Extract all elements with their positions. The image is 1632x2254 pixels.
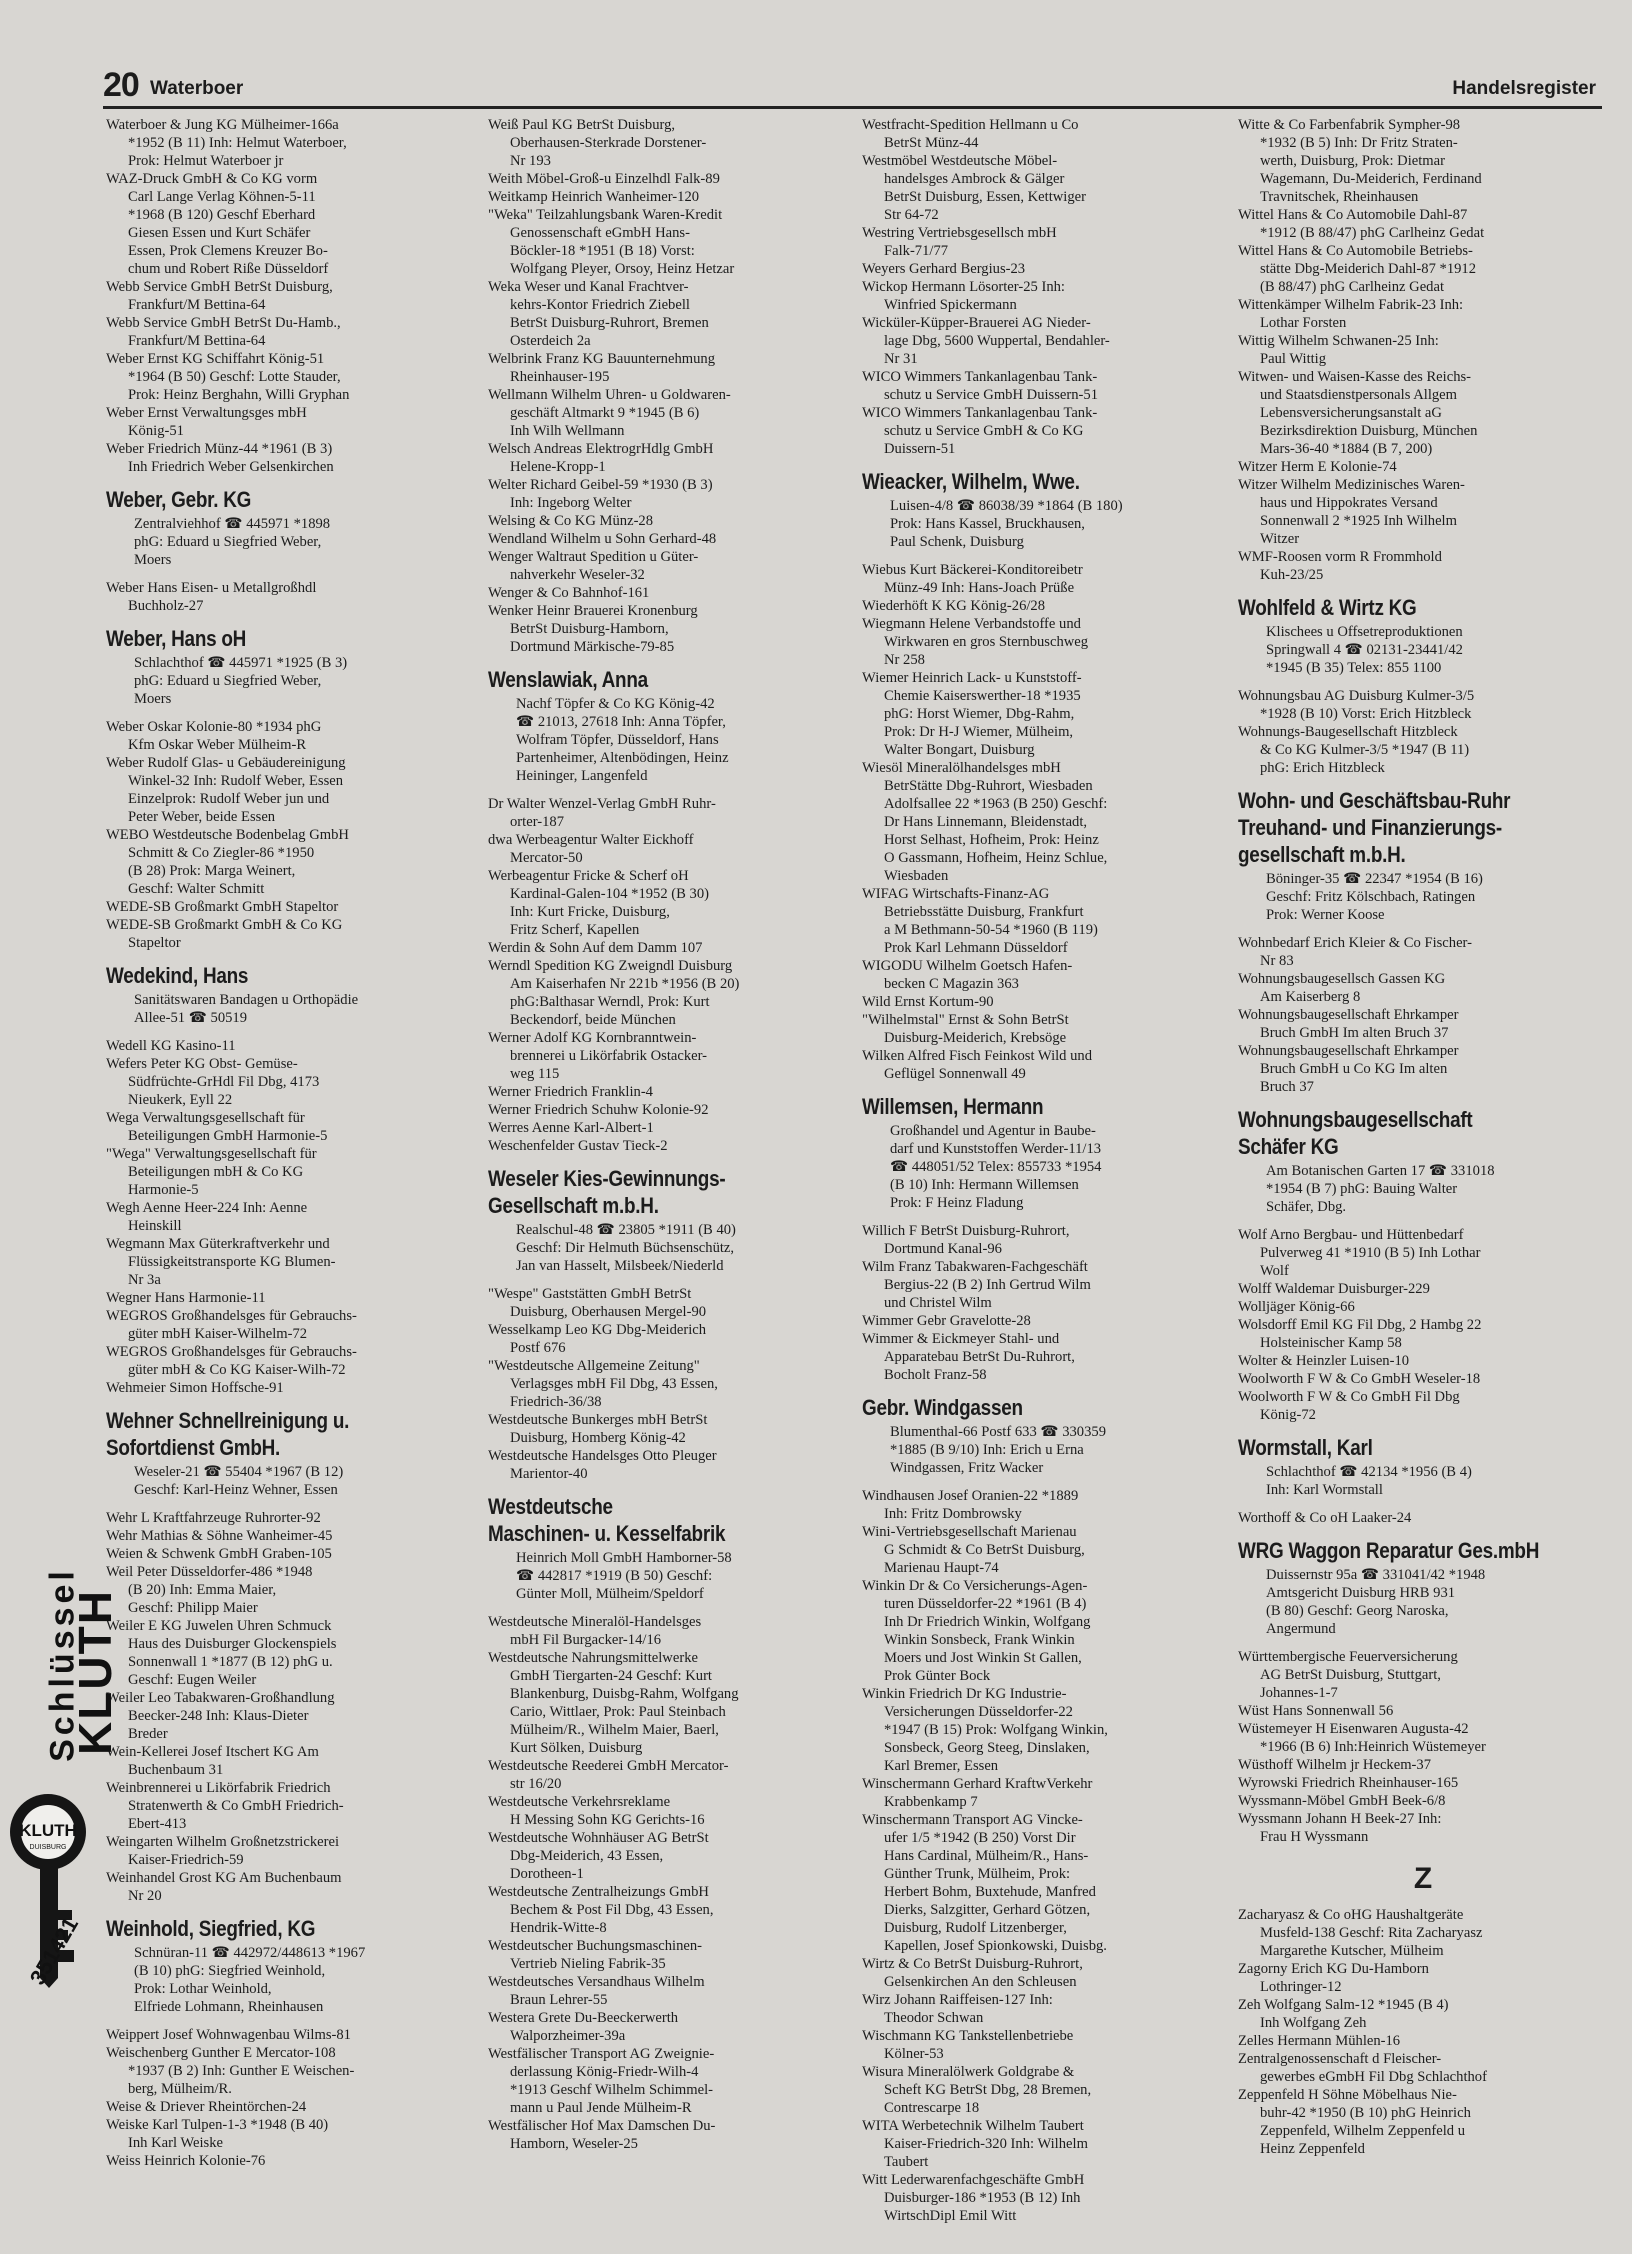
directory-entry: Wega Verwaltungsgesellschaft für Beteiligungen GmbH Harmonie-5 <box>106 1110 328 1144</box>
directory-entry: Zeppenfeld H Söhne Möbelhaus Nie- buhr-42 *1950 (B 10) phG Heinrich Zeppenfeld, Wilhelm Zeppenfeld u Heinz Zeppenfeld <box>1238 2087 1471 2157</box>
featured-entry-name: WRG Waggon Reparatur Ges.mbH <box>1238 1538 1540 1563</box>
directory-entry: Werbeagentur Fricke & Scherf oH Kardinal-Galen-104 *1952 (B 30) Inh: Kurt Fricke, Duisburg, Fritz Scherf, Kapellen <box>488 868 709 938</box>
directory-entry: "Wilhelmstal" Ernst & Sohn BetrSt Duisburg-Meiderich, Krebsöge <box>862 1012 1069 1046</box>
featured-entry-details: Am Botanischen Garten 17 ☎ 331018 *1954 (B 7) phG: Bauing Walter Schäfer, Dbg. <box>1266 1163 1495 1215</box>
directory-entry: Weiß Paul KG BetrSt Duisburg, Oberhausen-Sterkrade Dorstener- Nr 193 <box>488 117 707 169</box>
directory-entry: Werndl Spedition KG Zweigndl Duisburg Am Kaiserhafen Nr 221b *1956 (B 20) phG:Balthasar Werndl, Prok: Kurt Beckendorf, beide München <box>488 958 740 1028</box>
directory-entry: Welsing & Co KG Münz-28 <box>488 513 654 529</box>
featured-entry-name: Wohn- und Geschäftsbau-Ruhr Treuhand- und Finanzierungs- gesellschaft m.b.H. <box>1238 788 1511 867</box>
featured-entry-name: Weber, Gebr. KG <box>106 487 252 512</box>
directory-entry: Waterboer & Jung KG Mülheimer-166a *1952 (B 11) Inh: Helmut Waterboer, Prok: Helmut Waterboer jr <box>106 117 347 169</box>
directory-entry: Welbrink Franz KG Bauunternehmung Rheinhauser-195 <box>488 351 716 385</box>
directory-entry: Wedell KG Kasino-11 <box>106 1038 236 1054</box>
directory-entry: WEDE-SB Großmarkt GmbH & Co KG Stapeltor <box>106 917 343 951</box>
directory-entry: "Westdeutsche Allgemeine Zeitung" Verlagsges mbH Fil Dbg, 43 Essen, Friedrich-36/38 <box>488 1358 718 1410</box>
directory-entry: Winschermann Gerhard KraftwVerkehr Krabbenkamp 7 <box>862 1776 1093 1810</box>
directory-entry: Wenger Waltraut Spedition u Güter- nahverkehr Weseler-32 <box>488 549 699 583</box>
directory-entry: Wendland Wilhelm u Sohn Gerhard-48 <box>488 531 717 547</box>
directory-entry: Weitkamp Heinrich Wanheimer-120 <box>488 189 700 205</box>
directory-entry: Worthoff & Co oH Laaker-24 <box>1238 1510 1412 1526</box>
directory-entry: Welsch Andreas ElektrogrHdlg GmbH Helene-Kropp-1 <box>488 441 714 475</box>
directory-entry: Wüstemeyer H Eisenwaren Augusta-42 *1966 (B 6) Inh:Heinrich Wüstemeyer <box>1238 1721 1486 1755</box>
directory-entry: Weiler Leo Tabakwaren-Großhandlung Beecker-248 Inh: Klaus-Dieter Breder <box>106 1690 335 1742</box>
featured-entry <box>1238 594 1608 677</box>
directory-entry: Westfälischer Hof Max Damschen Du- Hamborn, Weseler-25 <box>488 2118 716 2152</box>
directory-entry: Werdin & Sohn Auf dem Damm 107 <box>488 940 703 956</box>
featured-entry-details: Heinrich Moll GmbH Hamborner-58 ☎ 442817 *1919 (B 50) Geschf: Günter Moll, Mülheim/Speldorf <box>516 1550 732 1602</box>
directory-entry: Webb Service GmbH BetrSt Du-Hamb., Frankfurt/M Bettina-64 <box>106 315 341 349</box>
featured-entry-details: Sanitätswaren Bandagen u Orthopädie Allee-51 ☎ 50519 <box>134 992 359 1026</box>
featured-entry-name: Westdeutsche Maschinen- u. Kesselfabrik <box>488 1494 726 1546</box>
directory-entry: "Wega" Verwaltungsgesellschaft für Beteiligungen mbH & Co KG Harmonie-5 <box>106 1146 317 1198</box>
directory-entry: Wohnungsbaugesellsch Gassen KG Am Kaiserberg 8 <box>1238 971 1446 1005</box>
directory-entry: Werner Friedrich Schuhw Kolonie-92 <box>488 1102 709 1118</box>
featured-entry-details: Schnüran-11 ☎ 442972/448613 *1967 (B 10) phG: Siegfried Weinhold, Prok: Lothar Weinhold, Elfriede Lohmann, Rheinhausen <box>134 1945 366 2015</box>
featured-entry-name: Weinhold, Siegfried, KG <box>106 1916 316 1941</box>
directory-entry: Wilm Franz Tabakwaren-Fachgeschäft Bergius-22 (B 2) Inh Gertrud Wilm und Christel Wilm <box>862 1259 1091 1311</box>
directory-entry: Wegh Aenne Heer-224 Inh: Aenne Heinskill <box>106 1200 308 1234</box>
directory-entry: Wittenkämper Wilhelm Fabrik-23 Inh: Lothar Forsten <box>1238 297 1464 331</box>
directory-entry: Witzer Wilhelm Medizinisches Waren- haus und Hippokrates Versand Sonnenwall 2 *1925 Inh Wilhelm Witzer <box>1238 477 1465 547</box>
featured-entry <box>862 468 1237 551</box>
featured-entry-name: Weseler Kies-Gewinnungs- Gesellschaft m.b.H. <box>488 1166 726 1218</box>
running-head-section: Handelsregister <box>1452 78 1596 99</box>
directory-entry: WIGODU Wilhelm Goetsch Hafen- becken C Magazin 363 <box>862 958 1073 992</box>
featured-entry-details: Böninger-35 ☎ 22347 *1954 (B 16) Geschf: Fritz Kölschbach, Ratingen Prok: Werner Koose <box>1266 871 1483 923</box>
featured-entry-details: Schlachthof ☎ 42134 *1956 (B 4) Inh: Karl Wormstall <box>1266 1464 1472 1498</box>
featured-entry-details: Weseler-21 ☎ 55404 *1967 (B 12) Geschf: Karl-Heinz Wehner, Essen <box>134 1464 344 1498</box>
directory-entry: Wehmeier Simon Hoffsche-91 <box>106 1380 284 1396</box>
directory-entry: Windhausen Josef Oranien-22 *1889 Inh: Fritz Dombrowsky <box>862 1488 1079 1522</box>
directory-entry: Weiler E KG Juwelen Uhren Schmuck Haus des Duisburger Glockenspiels Sonnenwall 1 *1877 (B 12) phG u. Geschf: Eugen Weiler <box>106 1618 337 1688</box>
featured-entry-name: Wedekind, Hans <box>106 963 249 988</box>
featured-entry <box>862 1093 1237 1212</box>
featured-entry <box>1238 1106 1608 1216</box>
directory-entry: Wüst Hans Sonnenwall 56 <box>1238 1703 1394 1719</box>
directory-entry: WEBO Westdeutsche Bodenbelag GmbH Schmitt & Co Ziegler-86 *1950 (B 28) Prok: Marga Weinert, Geschf: Walter Schmitt <box>106 827 349 897</box>
directory-entry: WEGROS Großhandelsges für Gebrauchs- güter mbH & Co KG Kaiser-Wilh-72 <box>106 1344 357 1378</box>
directory-entry: Zagorny Erich KG Du-Hamborn Lothringer-12 <box>1238 1961 1429 1995</box>
directory-entry: Witte & Co Farbenfabrik Sympher-98 *1932 (B 5) Inh: Dr Fritz Straten- werth, Duisburg, Prok: Dietmar Wagemann, Du-Meiderich, Ferdinand Travnitschek, Rheinhausen <box>1238 117 1482 205</box>
directory-entry: WEDE-SB Großmarkt GmbH Stapeltor <box>106 899 339 915</box>
directory-entry: Wesselkamp Leo KG Dbg-Meiderich Postf 676 <box>488 1322 707 1356</box>
featured-entry <box>1238 1537 1608 1638</box>
directory-entry: Westdeutsche Verkehrsreklame H Messing Sohn KG Gerichts-16 <box>488 1794 705 1828</box>
featured-entry-details: Großhandel und Agentur in Baube- darf und Kunststoffen Werder-11/13 ☎ 448051/52 Telex: 855733 *1954 (B 10) Inh: Hermann Willemsen Prok: F Heinz Fladung <box>890 1123 1102 1211</box>
directory-entry: Wirtz & Co BetrSt Duisburg-Ruhrort, Gelsenkirchen An den Schleusen <box>862 1956 1083 1990</box>
directory-entry: Westfracht-Spedition Hellmann u Co BetrSt Münz-44 <box>862 117 1079 151</box>
directory-entry: Winschermann Transport AG Vincke- ufer 1/5 *1942 (B 250) Vorst Dir Hans Cardinal, Mülheim/R., Hans- Günther Trunk, Mülheim, Prok: Herbert Bohm, Buxtehude, Manfred Dierks, Salzgitter, Gerhard Götzen, Duisburg, Rudolf Litzenberger, Kapellen, Josef Spionkowski, Duisbg. <box>862 1812 1107 1954</box>
directory-entry: Westdeutsche Wohnhäuser AG BetrSt Dbg-Meiderich, 43 Essen, Dorotheen-1 <box>488 1830 709 1882</box>
directory-entry: Wicküler-Küpper-Brauerei AG Nieder- lage Dbg, 5600 Wuppertal, Bendahler- Nr 31 <box>862 315 1110 367</box>
directory-entry: Weith Möbel-Groß-u Einzelhdl Falk-89 <box>488 171 720 187</box>
directory-entry: Wolljäger König-66 <box>1238 1299 1355 1315</box>
directory-entry: Dr Walter Wenzel-Verlag GmbH Ruhr- orter-187 <box>488 796 716 830</box>
featured-entry-details: Klischees u Offsetreproduktionen Springwall 4 ☎ 02131-23441/42 *1945 (B 35) Telex: 855 1100 <box>1266 624 1463 676</box>
featured-entry <box>1238 787 1608 924</box>
directory-entry: Woolworth F W & Co GmbH Weseler-18 <box>1238 1371 1481 1387</box>
featured-entry-details: Schlachthof ☎ 445971 *1925 (B 3) phG: Eduard u Siegfried Weber, Moers <box>134 655 348 707</box>
featured-entry-details: Blumenthal-66 Postf 633 ☎ 330359 *1885 (B 9/10) Inh: Erich u Erna Windgassen, Fritz Wacker <box>890 1424 1106 1476</box>
directory-entry: Wittig Wilhelm Schwanen-25 Inh: Paul Wittig <box>1238 333 1439 367</box>
directory-entry: Weschenfelder Gustav Tieck-2 <box>488 1138 668 1154</box>
directory-entry: Weiss Heinrich Kolonie-76 <box>106 2153 266 2169</box>
directory-entry: Weyers Gerhard Bergius-23 <box>862 261 1026 277</box>
directory-entry: Weiske Karl Tulpen-1-3 *1948 (B 40) Inh Karl Weiske <box>106 2117 329 2151</box>
advert-text-block <box>10 1550 121 1800</box>
directory-entry: Wenker Heinr Brauerei Kronenburg BetrSt Duisburg-Hamborn, Dortmund Märkische-79-85 <box>488 603 698 655</box>
directory-entry: Wickop Hermann Lösorter-25 Inh: Winfried Spickermann <box>862 279 1065 313</box>
directory-entry: Wittel Hans & Co Automobile Betriebs- stätte Dbg-Meiderich Dahl-87 *1912 (B 88/47) phG Carlheinz Gedat <box>1238 243 1477 295</box>
directory-entry: Westdeutscher Buchungsmaschinen- Vertrieb Nieling Fabrik-35 <box>488 1938 703 1972</box>
featured-entry-name: Wenslawiak, Anna <box>488 667 648 692</box>
directory-entry: Wiederhöft K KG König-26/28 <box>862 598 1046 614</box>
directory-entry: WAZ-Druck GmbH & Co KG vorm Carl Lange Verlag Köhnen-5-11 *1968 (B 120) Geschf Eberhard Giesen Essen und Kurt Schäfer Essen, Prok Clemens Kreuzer Bo- chum und Robert Riße Düsseldorf <box>106 171 329 277</box>
advert-line-kluth: KLUTH <box>69 1589 121 1755</box>
featured-entry <box>106 1407 464 1499</box>
featured-entry-details: Zentralviehhof ☎ 445971 *1898 phG: Eduard u Siegfried Weber, Moers <box>134 516 331 568</box>
directory-entry: Wiesöl Mineralölhandelsges mbH BetrStätte Dbg-Ruhrort, Wiesbaden Adolfsallee 22 *1963 (B 250) Geschf: Dr Hans Linnemann, Bleidenstadt, Horst Selhast, Hofheim, Prok: Heinz O Gassmann, Hofheim, Heinz Schlue, Wiesbaden <box>862 760 1108 884</box>
directory-entry: Westera Grete Du-Beeckerwerth Walporzheimer-39a <box>488 2010 679 2044</box>
directory-entry: Wiegmann Helene Verbandstoffe und Wirkwaren en gros Sternbuschweg Nr 258 <box>862 616 1089 668</box>
directory-entry: Wüsthoff Wilhelm jr Heckem-37 <box>1238 1757 1432 1773</box>
directory-entry: Welter Richard Geibel-59 *1930 (B 3) Inh: Ingeborg Welter <box>488 477 713 511</box>
section-letter: Z <box>1413 1862 1433 1895</box>
directory-entry: Wehr L Kraftfahrzeuge Ruhrorter-92 <box>106 1510 321 1526</box>
key-logo-text: KLUTH <box>19 1821 77 1840</box>
column-3 <box>862 116 1237 2225</box>
directory-entry: Witzer Herm E Kolonie-74 <box>1238 459 1397 475</box>
directory-entry: "Weka" Teilzahlungsbank Waren-Kredit Genossenschaft eGmbH Hans- Böckler-18 *1951 (B 18) Vorst: Wolfgang Pleyer, Orsoy, Heinz Hetzar <box>488 207 735 277</box>
directory-entry: Weischenberg Gunther E Mercator-108 *1937 (B 2) Inh: Gunther E Weischen- berg, Mülheim/R. <box>106 2045 355 2097</box>
header-rule <box>103 106 1602 109</box>
directory-entry: Werner Friedrich Franklin-4 <box>488 1084 653 1100</box>
directory-entry: Westdeutsche Nahrungsmittelwerke GmbH Tiergarten-24 Geschf: Kurt Blankenburg, Duisbg-Rahm, Wolfgang Cario, Wittlaer, Prok: Paul Steinbach Mülheim/R., Wilhelm Maier, Baerl, Kurt Sölken, Duisburg <box>488 1650 739 1756</box>
directory-entry: Wimmer Gebr Gravelotte-28 <box>862 1313 1031 1329</box>
directory-entry: WEGROS Großhandelsges für Gebrauchs- güter mbH Kaiser-Wilhelm-72 <box>106 1308 357 1342</box>
directory-entry: Weinbrennerei u Likörfabrik Friedrich Stratenwerth & Co GmbH Friedrich- Ebert-413 <box>106 1780 344 1832</box>
directory-entry: Wolff Waldemar Duisburger-229 <box>1238 1281 1430 1297</box>
directory-entry: Wegmann Max Güterkraftverkehr und Flüssigkeitstransporte KG Blumen- Nr 3a <box>106 1236 336 1288</box>
directory-entry: Zentralgenossenschaft d Fleischer- gewerbes eGmbH Fil Dbg Schlachthof <box>1238 2051 1487 2085</box>
directory-entry: Witt Lederwarenfachgeschäfte GmbH Duisburger-186 *1953 (B 12) Inh WirtschDipl Emil Witt <box>862 2172 1085 2224</box>
featured-entry <box>862 1394 1237 1477</box>
directory-entry: Wohnungsbaugesellschaft Ehrkamper Bruch GmbH u Co KG Im alten Bruch 37 <box>1238 1043 1459 1095</box>
directory-entry: Westmöbel Westdeutsche Möbel- handelsges Ambrock & Gälger BetrSt Duisburg, Essen, Kettwiger Str 64-72 <box>862 153 1086 223</box>
directory-entry: Witwen- und Waisen-Kasse des Reichs- und Staatsdienstpersonals Allgem Lebensversicherungsanstalt aG Bezirksdirektion Duisburg, München Mars-36-40 *1884 (B 7, 200) <box>1238 369 1478 457</box>
directory-entry: Weise & Driever Rheintörchen-24 <box>106 2099 307 2115</box>
directory-entry: Willich F BetrSt Duisburg-Ruhrort, Dortmund Kanal-96 <box>862 1223 1070 1257</box>
directory-entry: Woolworth F W & Co GmbH Fil Dbg König-72 <box>1238 1389 1460 1423</box>
featured-entry <box>488 666 858 785</box>
featured-entry <box>106 962 464 1027</box>
directory-entry: Wittel Hans & Co Automobile Dahl-87 *1912 (B 88/47) phG Carlheinz Gedat <box>1238 207 1485 241</box>
featured-entry-details: Duissernstr 95a ☎ 331041/42 *1948 Amtsgericht Duisburg HRB 931 (B 80) Geschf: Georg Naroska, Angermund <box>1266 1567 1486 1637</box>
featured-entry <box>1238 1434 1608 1499</box>
directory-entry: Wyssmann-Möbel GmbH Beek-6/8 <box>1238 1793 1446 1809</box>
featured-entry-name: Wieacker, Wilhelm, Wwe. <box>862 469 1080 494</box>
directory-entry: Weber Oskar Kolonie-80 *1934 phG Kfm Oskar Weber Mülheim-R <box>106 719 322 753</box>
column-2 <box>488 116 858 2153</box>
featured-entry <box>106 625 464 708</box>
directory-entry: Weka Weser und Kanal Frachtver- kehrs-Kontor Friedrich Ziebell BetrSt Duisburg-Ruhrort, Bremen Osterdeich 2a <box>488 279 709 349</box>
directory-entry: Winkin Friedrich Dr KG Industrie- Versicherungen Düsseldorfer-22 *1947 (B 15) Prok: Wolfgang Winkin, Sonsbeck, Georg Steeg, Dinslaken, Karl Bremer, Essen <box>862 1686 1108 1774</box>
key-logo-subtext: DUISBURG <box>29 1844 67 1851</box>
directory-entry: Wiebus Kurt Bäckerei-Konditoreibetr Münz-49 Inh: Hans-Joach Prüße <box>862 562 1083 596</box>
directory-entry: Wein-Kellerei Josef Itschert KG Am Buchenbaum 31 <box>106 1744 319 1778</box>
directory-entry: Westdeutsche Handelsges Otto Pleuger Marientor-40 <box>488 1448 717 1482</box>
featured-entry-name: Wohnungsbaugesellschaft Schäfer KG <box>1238 1107 1473 1159</box>
featured-entry-details: Nachf Töpfer & Co KG König-42 ☎ 21013, 27618 Inh: Anna Töpfer, Wolfram Töpfer, Düsseldorf, Hans Partenheimer, Altenbödingen, Heinz Heininger, Langenfeld <box>516 696 729 784</box>
featured-entry-name: Willemsen, Hermann <box>862 1094 1044 1119</box>
directory-entry: Zelles Hermann Mühlen-16 <box>1238 2033 1401 2049</box>
key-service-advert <box>6 1550 121 1990</box>
directory-entry: Württembergische Feuerversicherung AG BetrSt Duisburg, Stuttgart, Johannes-1-7 <box>1238 1649 1458 1701</box>
directory-entry: Wilken Alfred Fisch Feinkost Wild und Geflügel Sonnenwall 49 <box>862 1048 1093 1082</box>
directory-entry: Wini-Vertriebsgesellschaft Marienau G Schmidt & Co BetrSt Duisburg, Marienau Haupt-74 <box>862 1524 1085 1576</box>
directory-entry: Westfälischer Transport AG Zweignie- derlassung König-Friedr-Wilh-4 *1913 Geschf Wilhelm Schimmel- mann u Paul Jende Mülheim-R <box>488 2046 715 2116</box>
directory-entry: WMF-Roosen vorm R Frommhold Kuh-23/25 <box>1238 549 1442 583</box>
directory-entry: Wiemer Heinrich Lack- u Kunststoff- Chemie Kaiserswerther-18 *1935 phG: Horst Wiemer, Dbg-Rahm, Prok: Dr H-J Wiemer, Mülheim, Walter Bongart, Duisburg <box>862 670 1082 758</box>
directory-entry: Wimmer & Eickmeyer Stahl- und Apparatebau BetrSt Du-Ruhrort, Bocholt Franz-58 <box>862 1331 1075 1383</box>
directory-entry: Winkin Dr & Co Versicherungs-Agen- turen Düsseldorfer-22 *1961 (B 4) Inh Dr Friedrich Winkin, Wolfgang Winkin Sonsbeck, Frank Winkin Moers und Jost Winkin St Gallen, Prok Günter Bock <box>862 1578 1091 1684</box>
directory-entry: Westdeutsche Mineralöl-Handelsges mbH Fil Burgacker-14/16 <box>488 1614 702 1648</box>
directory-entry: Weil Peter Düsseldorfer-486 *1948 (B 20) Inh: Emma Maier, Geschf: Philipp Maier <box>106 1564 313 1616</box>
featured-entry-name: Wormstall, Karl <box>1238 1435 1373 1460</box>
directory-entry: Weien & Schwenk GmbH Graben-105 <box>106 1546 332 1562</box>
directory-entry: Weber Friedrich Münz-44 *1961 (B 3) Inh Friedrich Weber Gelsenkirchen <box>106 441 334 475</box>
directory-entry: WITA Werbetechnik Wilhelm Taubert Kaiser-Friedrich-320 Inh: Wilhelm Taubert <box>862 2118 1088 2170</box>
directory-entry: Werres Aenne Karl-Albert-1 <box>488 1120 654 1136</box>
directory-entry: Weingarten Wilhelm Großnetzstrickerei Kaiser-Friedrich-59 <box>106 1834 340 1868</box>
directory-entry: dwa Werbeagentur Walter Eickhoff Mercator-50 <box>488 832 694 866</box>
directory-entry: Wegner Hans Harmonie-11 <box>106 1290 266 1306</box>
advert-line-schluessel: Schlüssel <box>43 1567 82 1762</box>
directory-entry: Wehr Mathias & Söhne Wanheimer-45 <box>106 1528 333 1544</box>
directory-entry: Wohnungs-Baugesellschaft Hitzbleck & Co KG Kulmer-3/5 *1947 (B 11) phG: Erich Hitzbleck <box>1238 724 1470 776</box>
directory-entry: Westring Vertriebsgesellsch mbH Falk-71/77 <box>862 225 1057 259</box>
directory-entry: Weber Ernst KG Schiffahrt König-51 *1964 (B 50) Geschf: Lotte Stauder, Prok: Heinz Berghahn, Willi Gryphan <box>106 351 350 403</box>
directory-entry: "Wespe" Gaststätten GmbH BetrSt Duisburg, Oberhausen Mergel-90 <box>488 1286 707 1320</box>
directory-entry: Wischmann KG Tankstellenbetriebe Kölner-53 <box>862 2028 1074 2062</box>
featured-entry <box>488 1493 858 1603</box>
running-head-first-entry: Waterboer <box>150 78 244 99</box>
directory-entry: Wellmann Wilhelm Uhren- u Goldwaren- geschäft Altmarkt 9 *1945 (B 6) Inh Wilh Wellmann <box>488 387 731 439</box>
featured-entry-name: Wehner Schnellreinigung u. Sofortdienst GmbH. <box>106 1408 350 1460</box>
directory-entry: Wenger & Co Bahnhof-161 <box>488 585 650 601</box>
featured-entry <box>106 1915 464 2016</box>
directory-entry: Wirz Johann Raiffeisen-127 Inh: Theodor Schwan <box>862 1992 1053 2026</box>
directory-entry: Weber Ernst Verwaltungsges mbH König-51 <box>106 405 307 439</box>
featured-entry-name: Weber, Hans oH <box>106 626 247 651</box>
directory-entry: Wohnbedarf Erich Kleier & Co Fischer- Nr 83 <box>1238 935 1472 969</box>
directory-entry: Webb Service GmbH BetrSt Duisburg, Frankfurt/M Bettina-64 <box>106 279 333 313</box>
directory-entry: Wohnungsbaugesellschaft Ehrkamper Bruch GmbH Im alten Bruch 37 <box>1238 1007 1459 1041</box>
featured-entry <box>488 1165 858 1275</box>
directory-entry: Wyrowski Friedrich Rheinhauser-165 <box>1238 1775 1459 1791</box>
featured-entry <box>106 486 464 569</box>
column-1 <box>106 116 464 2170</box>
directory-entry: Weinhandel Grost KG Am Buchenbaum Nr 20 <box>106 1870 342 1904</box>
directory-entry: Wisura Mineralölwerk Goldgrabe & Scheft KG BetrSt Dbg, 28 Bremen, Contrescarpe 18 <box>862 2064 1092 2116</box>
directory-entry: Westdeutsche Bunkerges mbH BetrSt Duisburg, Homberg König-42 <box>488 1412 708 1446</box>
directory-entry: Zeh Wolfgang Salm-12 *1945 (B 4) Inh Wolfgang Zeh <box>1238 1997 1449 2031</box>
featured-entry-details: Luisen-4/8 ☎ 86038/39 *1864 (B 180) Prok: Hans Kassel, Bruckhausen, Paul Schenk, Duisburg <box>890 498 1123 550</box>
directory-entry: WICO Wimmers Tankanlagenbau Tank- schutz u Service GmbH & Co KG Duissern-51 <box>862 405 1098 457</box>
advert-phone-number: 351421 <box>24 1912 84 1989</box>
directory-entry: Wefers Peter KG Obst- Gemüse- Südfrüchte-GrHdl Fil Dbg, 4173 Nieukerk, Eyll 22 <box>106 1056 320 1108</box>
directory-entry: Wolter & Heinzler Luisen-10 <box>1238 1353 1410 1369</box>
directory-entry: Wohnungsbau AG Duisburg Kulmer-3/5 *1928 (B 10) Vorst: Erich Hitzbleck <box>1238 688 1475 722</box>
directory-entry: Weippert Josef Wohnwagenbau Wilms-81 <box>106 2027 351 2043</box>
directory-entry: WIFAG Wirtschafts-Finanz-AG Betriebsstätte Duisburg, Frankfurt a M Bethmann-50-54 *1960 (B 119) Prok Karl Lehmann Düsseldorf <box>862 886 1098 956</box>
directory-entry: Westdeutsche Reederei GmbH Mercator- str 16/20 <box>488 1758 729 1792</box>
directory-entry: Weber Hans Eisen- u Metallgroßhdl Buchholz-27 <box>106 580 317 614</box>
directory-entry: Weber Rudolf Glas- u Gebäudereinigung Winkel-32 Inh: Rudolf Weber, Essen Einzelprok: Rudolf Weber jun und Peter Weber, beide Essen <box>106 755 346 825</box>
directory-entry: Westdeutsches Versandhaus Wilhelm Braun Lehrer-55 <box>488 1974 705 2008</box>
featured-entry-name: Wohlfeld & Wirtz KG <box>1238 595 1417 620</box>
directory-entry: Wild Ernst Kortum-90 <box>862 994 994 1010</box>
directory-entry: Westdeutsche Zentralheizungs GmbH Bechem & Post Fil Dbg, 43 Essen, Hendrik-Witte-8 <box>488 1884 714 1936</box>
directory-entry: WICO Wimmers Tankanlagenbau Tank- schutz u Service GmbH Duissern-51 <box>862 369 1098 403</box>
featured-entry-name: Gebr. Windgassen <box>862 1395 1023 1420</box>
column-4 <box>1238 116 1608 2158</box>
directory-entry: Zacharyasz & Co oHG Haushaltgeräte Musfeld-138 Geschf: Rita Zacharyasz Margarethe Kutscher, Mülheim <box>1238 1907 1483 1959</box>
directory-entry: Wolf Arno Bergbau- und Hüttenbedarf Pulverweg 41 *1910 (B 5) Inh Lothar Wolf <box>1238 1227 1481 1279</box>
directory-entry: Wyssmann Johann H Beek-27 Inh: Frau H Wyssmann <box>1238 1811 1442 1845</box>
directory-entry: Werner Adolf KG Kornbranntwein- brennerei u Likörfabrik Ostacker- weg 115 <box>488 1030 708 1082</box>
directory-entry: Wolsdorff Emil KG Fil Dbg, 2 Hambg 22 Holsteinischer Kamp 58 <box>1238 1317 1482 1351</box>
featured-entry-details: Realschul-48 ☎ 23805 *1911 (B 40) Geschf: Dir Helmuth Büchsenschütz, Jan van Hasselt, Milsbeek/Niederld <box>516 1222 736 1274</box>
page-number: 20 <box>103 66 139 104</box>
